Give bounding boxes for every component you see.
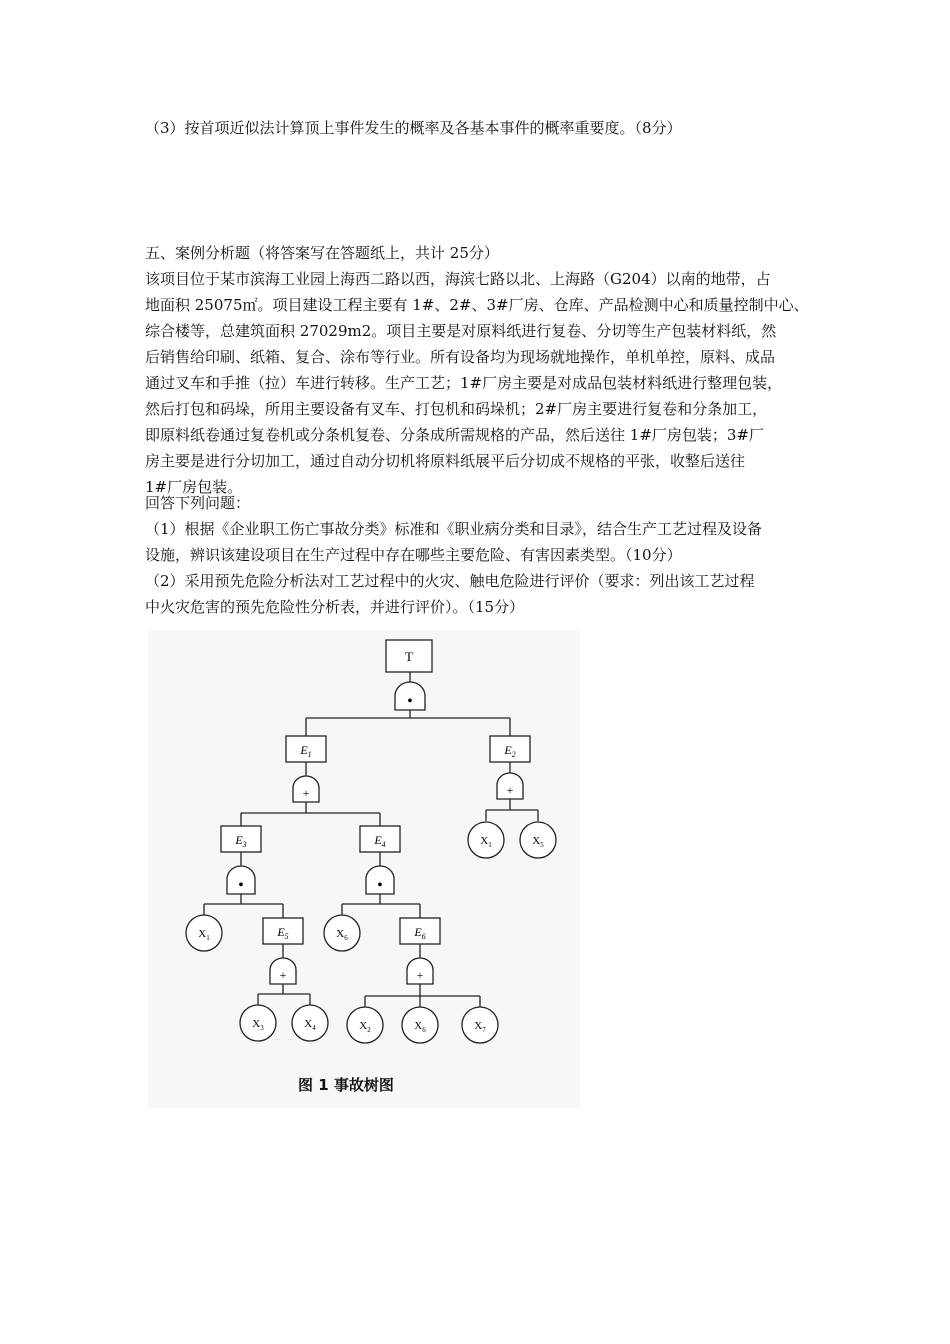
- case-line: 综合楼等，总建筑面积 27029m2。项目主要是对原料纸进行复卷、分切等生产包装材料纸，然: [145, 322, 777, 340]
- and-gate-e4: [366, 866, 394, 894]
- section-title: 五、案例分析题（将答案写在答题纸上，共计 25分）: [145, 244, 499, 262]
- case-line: 后销售给印刷、纸箱、复合、涂布等行业。所有设备均为现场就地操作，单机单控，原料、成品: [145, 348, 776, 366]
- case-line: 然后打包和码垛，所用主要设备有叉车、打包机和码垛机；2#厂房主要进行复卷和分条加工，: [145, 400, 768, 418]
- or-gate-e1: [293, 776, 319, 802]
- event-e4: [360, 826, 400, 852]
- or-gate-e6: [407, 958, 433, 984]
- case-line: 房主要是进行分切加工，通过自动分切机将原料纸展平后分切成不规格的平张，收整后送往: [145, 452, 746, 470]
- event-e3: [221, 826, 261, 852]
- and-gate-top: [395, 682, 425, 710]
- question-line: 中火灾危害的预先危险性分析表，并进行评价）。（15分）: [145, 598, 525, 616]
- event-e5: [263, 918, 303, 944]
- svg-text:+: +: [279, 968, 287, 982]
- svg-text:E2: $E_2$: [504, 743, 516, 759]
- basic-event-x2: [347, 1007, 383, 1043]
- svg-text:•: •: [377, 878, 383, 893]
- svg-text:E6: $E_6$: [414, 925, 426, 941]
- top-event: [386, 640, 432, 672]
- case-line: 通过叉车和手推（拉）车进行转移。生产工艺；1#厂房主要是对成品包装材料纸进行整理包装，: [145, 374, 783, 392]
- fault-tree-figure: [148, 630, 580, 1108]
- basic-event-x1-left: [186, 915, 222, 951]
- svg-text:X3: $X_3$: [252, 1018, 264, 1032]
- basic-event-x5: [520, 822, 556, 858]
- svg-text:E4: $E_4$: [374, 833, 386, 849]
- svg-text:+: +: [416, 968, 424, 982]
- svg-text:X5: $X_5$: [532, 835, 544, 849]
- svg-text:E3: $E_3$: [235, 833, 247, 849]
- svg-text:X2: $X_2$: [359, 1020, 371, 1034]
- figure-caption: 图 1 事故树图: [298, 1076, 394, 1094]
- svg-text:X1: $X_1$: [198, 928, 210, 942]
- svg-text:•: •: [238, 878, 244, 893]
- question-line: （1）根据《企业职工伤亡事故分类》标准和《职业病分类和目录》，结合生产工艺过程及设备: [145, 520, 763, 538]
- basic-event-x4: [292, 1005, 328, 1041]
- svg-text:X6: $X_6$: [336, 928, 348, 942]
- event-e2: [490, 736, 530, 762]
- answer-prompt: 回答下列问题：: [145, 494, 251, 512]
- case-line: 该项目位于某市滨海工业园上海西二路以西，海滨七路以北、上海路（G204）以南的地带，占: [145, 270, 771, 288]
- fault-tree-diagram: [148, 630, 580, 1108]
- svg-text:T: T: [405, 649, 413, 664]
- svg-text:E5: $E_5$: [277, 925, 289, 941]
- or-gate-e5: [270, 958, 296, 984]
- basic-event-x3: [240, 1005, 276, 1041]
- case-line: 1#厂房包装。: [145, 478, 243, 496]
- and-gate-e3: [227, 866, 255, 894]
- event-e1: [286, 736, 326, 762]
- basic-event-x1-right: [468, 822, 504, 858]
- or-gate-e2: [497, 773, 523, 799]
- basic-event-x6-left: [324, 915, 360, 951]
- svg-text:+: +: [302, 786, 310, 800]
- svg-text:X4: $X_4$: [304, 1018, 316, 1032]
- case-line: 即原料纸卷通过复卷机或分条机复卷、分条成所需规格的产品，然后送往 1#厂房包装；3#厂: [145, 426, 764, 444]
- svg-text:X1: $X_1$: [480, 835, 492, 849]
- event-e6: [400, 918, 440, 944]
- svg-text:E1: $E_1$: [300, 743, 312, 759]
- svg-text:•: •: [407, 694, 413, 709]
- svg-text:X7: $X_7$: [474, 1020, 486, 1034]
- basic-event-x6-right: [402, 1007, 438, 1043]
- svg-text:+: +: [506, 783, 514, 797]
- case-line: 地面积 25075㎡。项目建设工程主要有 1#、2#、3#厂房、仓库、产品检测中心和质量控制中心、: [145, 296, 809, 314]
- question-3: （3）按首项近似法计算顶上事件发生的概率及各基本事件的概率重要度。（8分）: [145, 119, 682, 137]
- question-line: 设施，辨识该建设项目在生产过程中存在哪些主要危险、有害因素类型。（10分）: [145, 546, 682, 564]
- question-line: （2）采用预先危险分析法对工艺过程中的火灾、触电危险进行评价（要求：列出该工艺过程: [145, 572, 755, 590]
- basic-event-x7: [462, 1007, 498, 1043]
- svg-text:X6: $X_6$: [414, 1020, 426, 1034]
